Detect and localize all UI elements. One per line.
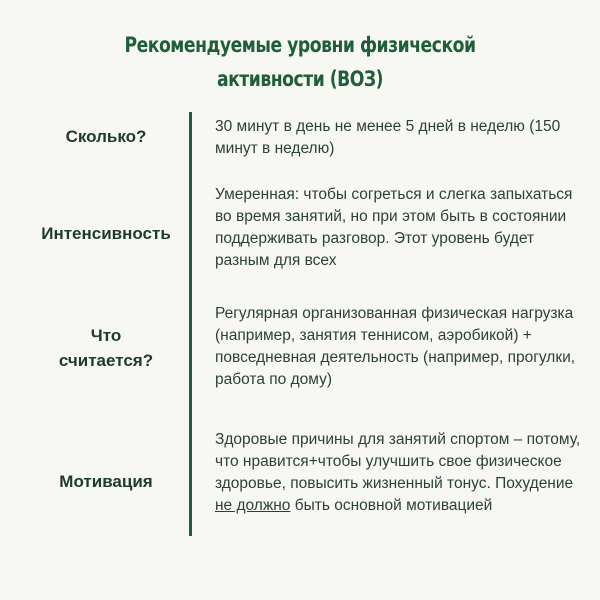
row-label-text-line-1: Что [90,326,122,345]
row-desc-what-counts [215,303,587,391]
row-desc-how-much [215,116,587,160]
row-label-how-much [18,124,194,149]
row-label-text: Интенсивность [41,224,171,243]
row-desc-emphasis: не должно [215,497,291,514]
row-desc-text: 30 минут в день не менее 5 дней в неделю (150 минут в неделю) [215,118,561,157]
row-label-what-counts [18,323,194,373]
row-label-text: Сколько? [65,127,147,146]
page-title-line-2: активности (ВОЗ) [216,67,384,91]
row-label-motivation [18,469,194,494]
page-title [54,28,546,96]
row-desc-text: Регулярная организованная физическая нагрузка (например, занятия теннисом, аэробикой) + повседневная деятельность (например, прогулки, работа по дому) [215,305,576,388]
row-desc-intensity [215,184,587,272]
row-desc-text: Здоровые причины для занятий спортом – потому, что нравится+чтобы улучшить свое физическое здоровье, повысить жизненный тонус. Похудение [215,431,581,492]
row-desc-text: Умеренная: чтобы согреться и слегка запыхаться во время занятий, но при этом быть в состоянии поддерживать разговор. Этот уровень будет разным для всех [215,186,573,269]
row-label-text: Мотивация [59,472,153,491]
row-label-intensity [18,221,194,246]
row-desc-motivation [215,429,587,517]
row-label-text-line-2: считается? [58,351,154,370]
page-title-line-1: Рекомендуемые уровни физической [124,33,476,57]
row-desc-text-end: быть основной мотивацией [290,497,493,514]
